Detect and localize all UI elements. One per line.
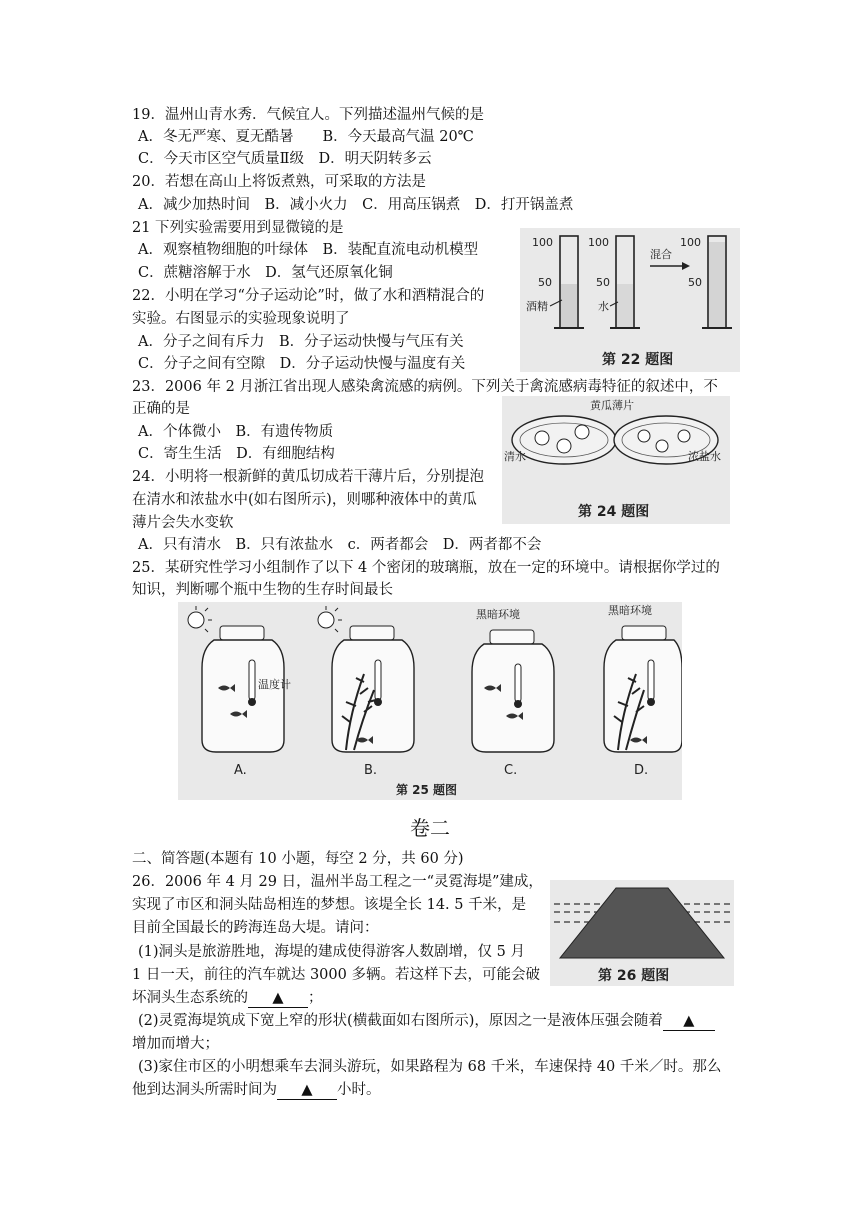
section-title: 卷二 — [410, 816, 450, 840]
q26-part1-prefix: 坏洞头生态系统的 — [132, 990, 248, 1006]
q23-stem-line1: 23．2006 年 2 月浙江省出现人感染禽流感的病例。下列关于禽流感病毒特征的叙述中，不 — [132, 379, 718, 395]
q22-options-ab: A．分子之间有斥力 B．分子运动快慢与气压有关 — [138, 334, 464, 350]
q24-stem-line1: 24．小明将一根新鲜的黄瓜切成若干薄片后，分别提泡 — [132, 469, 484, 485]
figure-22-caption: 第 22 题图 — [602, 352, 674, 368]
label-clean-water: 清水 — [504, 450, 526, 463]
q26-part1-line1: (1)洞头是旅游胜地，海堤的建成使得游客人数剧增，仅 5 月 — [138, 944, 525, 960]
answer-blank-2[interactable]: ▲ — [663, 1012, 715, 1031]
label-brine: 浓盐水 — [688, 450, 721, 463]
cyl1-tick-100: 100 — [532, 236, 553, 249]
jar-c — [472, 630, 554, 752]
label-dark-d: 黑暗环境 — [608, 604, 652, 617]
label-thermometer: 温度计 — [258, 678, 291, 691]
cyl3-tick-50: 50 — [688, 276, 702, 289]
q20-options: A．减少加热时间 B．减小火力 C．用高压锅煮 D．打开锅盖煮 — [138, 197, 574, 213]
cylinder-mixed — [702, 236, 732, 328]
figure-25-drawing — [178, 602, 682, 800]
seawall-cross-section — [560, 888, 724, 958]
q26-stem-line1: 26．2006 年 4 月 29 日，温州半岛工程之一“灵霓海堤”建成， — [132, 874, 543, 890]
q24-stem-line2: 在清水和浓盐水中(如右图所示)，则哪种液体中的黄瓜 — [132, 492, 477, 508]
section-header: 二、简答题(本题有 10 小题，每空 2 分，共 60 分) — [132, 851, 464, 867]
cyl2-tick-50: 50 — [596, 276, 610, 289]
answer-blank-1[interactable]: ▲ — [248, 989, 308, 1008]
figure-26-drawing — [550, 880, 734, 986]
jar-d-label: D. — [634, 763, 649, 778]
label-dark-c: 黑暗环境 — [476, 608, 520, 621]
q22-options-cd: C．分子之间有空隙 D．分子运动快慢与温度有关 — [138, 356, 466, 372]
jar-c-label: C. — [504, 763, 518, 778]
jar-b — [332, 626, 414, 752]
label-alcohol: 酒精 — [526, 300, 548, 313]
q20-stem: 20．若想在高山上将饭煮熟，可采取的方法是 — [132, 174, 426, 190]
answer-blank-3[interactable]: ▲ — [277, 1081, 337, 1100]
q26-part3-prefix: 他到达洞头所需时间为 — [132, 1082, 277, 1098]
mix-arrow-icon — [650, 262, 690, 270]
cyl3-tick-100: 100 — [680, 236, 701, 249]
q25-stem-line1: 25．某研究性学习小组制作了以下 4 个密闭的玻璃瓶，放在一定的环境中。请根据你学过的 — [132, 560, 720, 576]
q24-options: A．只有清水 B．只有浓盐水 c．两者都会 D．两者都不会 — [138, 537, 542, 553]
q23-options-cd: C．寄生生活 D．有细胞结构 — [138, 446, 335, 462]
cylinder-alcohol — [554, 236, 584, 328]
jar-d — [604, 626, 682, 752]
jar-b-label: B. — [364, 763, 378, 778]
cylinder-water — [610, 236, 640, 328]
q26-stem-line3: 目前全国最长的跨海连岛大堤。请问： — [132, 920, 379, 936]
figure-22 — [520, 228, 740, 372]
q26-part2-line2: 增加而增大； — [132, 1036, 219, 1052]
q22-stem-line1: 22．小明在学习“分子运动论”时，做了水和酒精混合的 — [132, 288, 485, 304]
q24-stem-line3: 薄片会失水变软 — [132, 515, 234, 531]
label-cucumber-slices: 黄瓜薄片 — [590, 399, 634, 412]
figure-24-caption: 第 24 题图 — [578, 504, 650, 520]
figure-25-caption: 第 25 题图 — [396, 783, 458, 797]
q26-part2-prefix: (2)灵霓海堤筑成下宽上窄的形状(横截面如右图所示)，原因之一是液体压强会随着 — [138, 1013, 663, 1029]
figure-24-drawing — [502, 396, 730, 524]
q21-options-ab: A．观察植物细胞的叶绿体 B．装配直流电动机模型 — [138, 242, 479, 258]
figure-26-caption: 第 26 题图 — [598, 968, 670, 984]
figure-22-drawing — [520, 228, 740, 372]
q26-part3-suffix: 小时。 — [337, 1082, 381, 1098]
q25-stem-line2: 知识，判断哪个瓶中生物的生存时间最长 — [132, 582, 393, 598]
figure-25 — [178, 602, 682, 800]
q23-options-ab: A．个体微小 B．有遗传物质 — [138, 424, 334, 440]
q21-stem: 21 下列实验需要用到显微镜的是 — [132, 220, 344, 236]
q22-stem-line2: 实验。右图显示的实验现象说明了 — [132, 311, 350, 327]
cyl1-tick-50: 50 — [538, 276, 552, 289]
label-mix: 混合 — [650, 248, 672, 261]
label-water: 水 — [598, 300, 609, 313]
q26-stem-line2: 实现了市区和洞头陆岛相连的梦想。该堤全长 14. 5 千米，是 — [132, 897, 527, 913]
q26-part1-line3 — [132, 987, 323, 1009]
figure-24 — [502, 396, 730, 524]
q23-stem-line2: 正确的是 — [132, 401, 190, 417]
dish-water — [512, 416, 616, 464]
q21-options-cd: C．蔗糖溶解于水 D．氢气还原氧化铜 — [138, 265, 393, 281]
sun-icon — [188, 606, 212, 632]
q26-part3-line2 — [132, 1079, 381, 1101]
q26-part2-line1 — [138, 1010, 715, 1032]
q19-stem: 19．温州山青水秀．气候宜人。下列描述温州气候的是 — [132, 107, 484, 123]
q19-options-cd: C．今天市区空气质量Ⅱ级 D．明天阴转多云 — [138, 151, 432, 167]
q26-part1-suffix: ； — [308, 990, 323, 1006]
q26-part3-line1: (3)家住市区的小明想乘车去洞头游玩，如果路程为 68 千米，车速保持 40 千米／时。那么 — [138, 1059, 722, 1075]
cyl2-tick-100: 100 — [588, 236, 609, 249]
q26-part1-line2: 1 日一天，前往的汽车就达 3000 多辆。若这样下去，可能会破 — [132, 967, 540, 983]
figure-26 — [550, 880, 734, 986]
q19-options-ab: A．冬无严寒、夏无酷暑 B．今天最高气温 20℃ — [138, 129, 474, 145]
jar-a-label: A. — [234, 763, 247, 778]
sun-icon — [318, 606, 342, 632]
